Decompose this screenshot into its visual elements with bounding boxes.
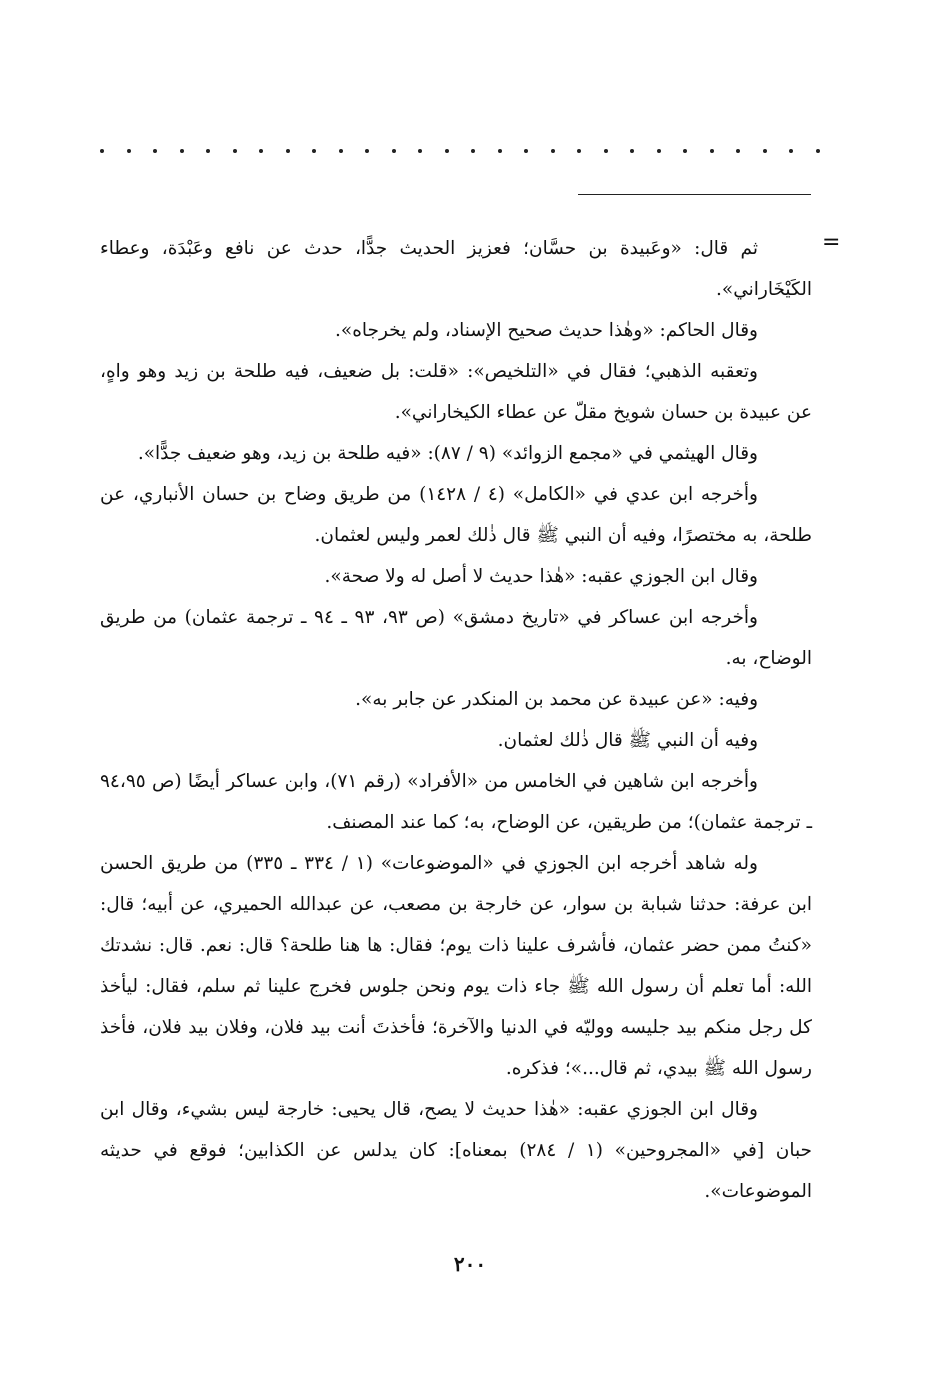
separator-dot <box>312 149 316 153</box>
separator-dot <box>445 149 449 153</box>
paragraph: وأخرجه ابن عدي في «الكامل» (٤ / ١٤٢٨) من طريق وضاح بن حسان الأنباري، عن طلحة، به مختصرًا، وفيه أن النبي ﷺ قال ذٰلك لعمر وليس لعثمان. <box>100 484 812 546</box>
paragraph: وفيه: «عن عبيدة عن محمد بن المنكدر عن جابر به». <box>355 689 758 710</box>
paragraph: وتعقبه الذهبي؛ فقال في «التلخيص»: «قلت: بل ضعيف، فيه طلحة بن زيد وهو واهٍ، عن عبيدة بن حسان شويخ مقلّ عن عطاء الكيخاراني». <box>100 361 812 423</box>
separator-dot <box>233 149 237 153</box>
separator-dot <box>365 149 369 153</box>
separator-dot <box>471 149 475 153</box>
separator-dot <box>630 149 634 153</box>
separator-dot <box>551 149 555 153</box>
separator-dot <box>577 149 581 153</box>
paragraph: وقال ابن الجوزي عقبه: «هٰذا حديث لا يصح، قال يحيى: خارجة ليس بشيء، وقال ابن حبان [في «المجروحين» (١ / ٢٨٤) بمعناه]: كان يدلس عن الكذابين؛ فوقع في حديثه الموضوعات». <box>100 1099 812 1202</box>
separator-dot <box>127 149 131 153</box>
continuation-mark: = <box>822 230 841 255</box>
separator-dot <box>153 149 157 153</box>
separator-dot <box>736 149 740 153</box>
paragraph: وأخرجه ابن عساكر في «تاريخ دمشق» (ص ٩٣، ٩٣ ـ ٩٤ ـ ترجمة عثمان) من طريق الوضاح، به. <box>100 607 812 669</box>
footnote-separator-line <box>578 194 811 195</box>
separator-dot <box>816 149 820 153</box>
separator-dot <box>710 149 714 153</box>
paragraph: وقال ابن الجوزي عقبه: «هٰذا حديث لا أصل له ولا صحة». <box>324 566 758 587</box>
paragraph: وله شاهد أخرجه ابن الجوزي في «الموضوعات» (١ / ٣٣٤ ـ ٣٣٥) من طريق الحسن ابن عرفة: حدثنا شبابة بن سوار، عن خارجة بن مصعب، عن عبدالله الحميري، عن أبيه؛ قال: «كنتُ ممن حضر عثمان، فأشرف علينا ذات يوم؛ فقال: ها هنا طلحة؟ قال: نعم. قال: نشدتك الله: أما تعلم أن رسول الله ﷺ جاء ذات يوم ونحن جلوس فخرج علينا ثم سلم، فقال: ليأخذ كل رجل منكم بيد جليسه ووليّه في الدنيا والآخرة؛ فأخذتَ أنت بيد فلان، وفلان بيد فلان، فأخذ رسول الله ﷺ بيدي، ثم قال...»؛ فذكره. <box>100 853 812 1079</box>
paragraph: وأخرجه ابن شاهين في الخامس من «الأفراد» (رقم ٧١)، وابن عساكر أيضًا (ص ٩٤،٩٥ ـ ترجمة عثمان)؛ من طريقين، عن الوضاح، به؛ كما عند المصنف. <box>100 771 812 833</box>
paragraph: وقال الحاكم: «وهٰذا حديث صحيح الإسناد، ولم يخرجاه». <box>335 320 758 341</box>
paragraph: وفيه أن النبي ﷺ قال ذٰلك لعثمان. <box>497 730 758 751</box>
page-number: ٢٠٠ <box>453 1252 487 1276</box>
paragraph: وقال الهيثمي في «مجمع الزوائد» (٩ / ٨٧): «فيه طلحة بن زيد، وهو ضعيف جدًّا». <box>137 443 758 464</box>
separator-dot <box>604 149 608 153</box>
separator-dot <box>763 149 767 153</box>
paragraph: ثم قال: «وعَبيدة بن حسَّان؛ فعزيز الحديث جدًّا، حدث عن نافع وعَبْدَة، وعطاء الكَيْخَاراني». <box>100 238 812 300</box>
separator-dot <box>339 149 343 153</box>
separator-dot <box>206 149 210 153</box>
separator-dot <box>789 149 793 153</box>
dotted-separator <box>100 143 820 159</box>
separator-dot <box>524 149 528 153</box>
separator-dot <box>392 149 396 153</box>
separator-dot <box>657 149 661 153</box>
separator-dot <box>418 149 422 153</box>
footnote-body <box>100 228 812 1212</box>
separator-dot <box>259 149 263 153</box>
separator-dot <box>286 149 290 153</box>
separator-dot <box>683 149 687 153</box>
separator-dot <box>100 149 104 153</box>
separator-dot <box>180 149 184 153</box>
separator-dot <box>498 149 502 153</box>
